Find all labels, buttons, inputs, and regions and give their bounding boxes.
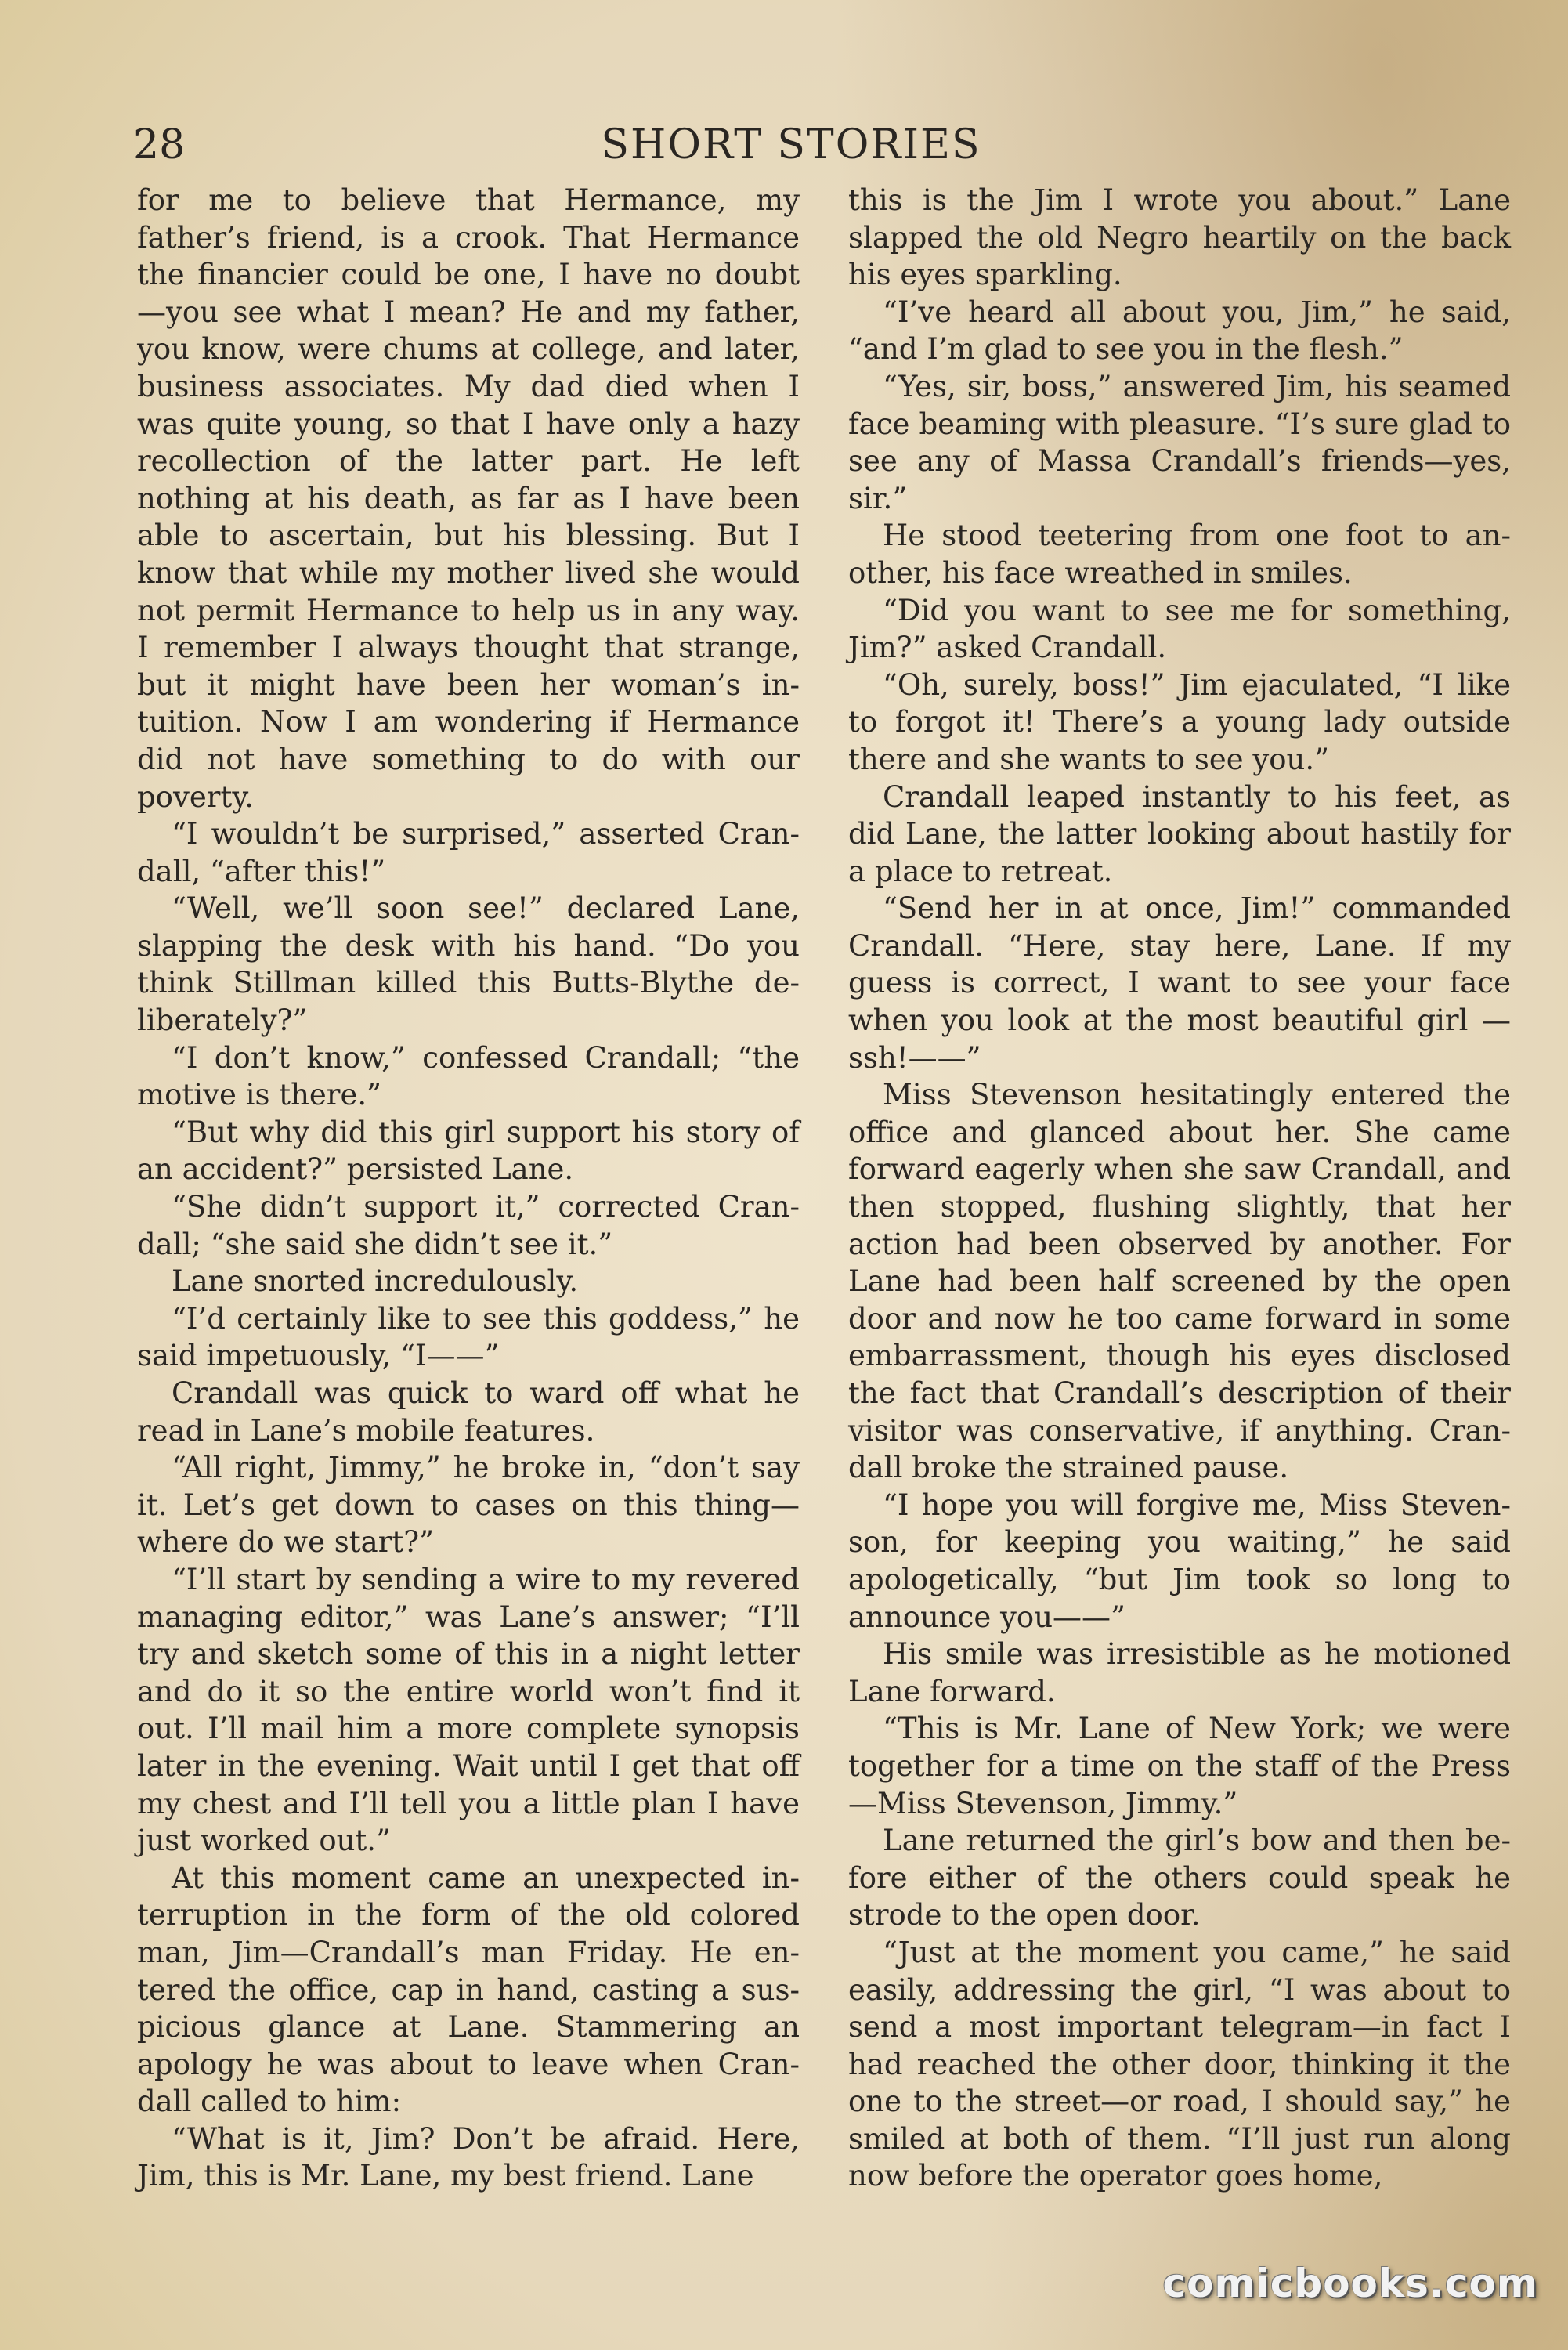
- paragraph: “Well, we’ll soon see!” declared Lane, slapping the desk with his hand. “Do you think Stillman killed this Butts-Blythe deliberately?”: [137, 891, 800, 1038]
- paragraph: “This is Mr. Lane of New York; we were together for a time on the staff of the Press —Miss Stevenson, Jimmy.”: [848, 1712, 1511, 1820]
- paragraph: Crandall leaped instantly to his feet, as did Lane, the latter looking about hastily for a place to retreat.: [848, 779, 1511, 888]
- paragraph: “I’d certainly like to see this goddess,” he said impetuously, “I——”: [137, 1301, 800, 1373]
- right-column: [848, 182, 1511, 2195]
- left-column: [137, 182, 800, 2195]
- paragraph: “I wouldn’t be surprised,” asserted Crandall, “after this!”: [137, 817, 800, 888]
- paragraph: His smile was irresistible as he motioned Lane forward.: [848, 1637, 1511, 1708]
- paragraph: He stood teetering from one foot to another, his face wreathed in smiles.: [848, 519, 1511, 590]
- paragraph: “I’ve heard all about you, Jim,” he said, “and I’m glad to see you in the flesh.”: [848, 295, 1511, 367]
- paragraph: “Yes, sir, boss,” answered Jim, his seamed face beaming with pleasure. “I’s sure glad to see any of Massa Crandall’s friends—yes, sir.”: [848, 369, 1511, 515]
- paragraph: “But why did this girl support his story of an accident?” persisted Lane.: [137, 1115, 800, 1187]
- paragraph: Miss Stevenson hesitatingly entered the office and glanced about her. She came forward eagerly when she saw Crandall, and then stopped, flushing slightly, that her action had been observed by another. For Lane had been half screened by the open door and now he too came forward in some embarrassment, though his eyes disclosed the fact that Crandall’s description of their visitor was conservative, if anything. Crandall broke the strained pause.: [848, 1078, 1511, 1485]
- paragraph: “I don’t know,” confessed Crandall; “the motive is there.”: [137, 1040, 800, 1112]
- paragraph: Lane returned the girl’s bow and then before either of the others could speak he strode to the open door.: [848, 1824, 1511, 1932]
- paragraph: Crandall was quick to ward off what he read in Lane’s mobile features.: [137, 1376, 800, 1448]
- paragraph: this is the Jim I wrote you about.” Lane slapped the old Negro heartily on the back his eyes sparkling.: [848, 183, 1511, 292]
- page-header: [133, 118, 1449, 172]
- paragraph: “Oh, surely, boss!” Jim ejaculated, “I like to forgot it! There’s a young lady outside there and she wants to see you.”: [848, 667, 1511, 776]
- paragraph: At this moment came an unexpected interruption in the form of the old colored man, Jim—Crandall’s man Friday. He entered the office, cap in hand, casting a suspicious glance at Lane. Stammering an apology he was about to leave when Crandall called to him:: [137, 1860, 800, 2119]
- watermark-logo: comicbooks.com: [1162, 2261, 1538, 2306]
- paragraph: “Just at the moment you came,” he said easily, addressing the girl, “I was about to send a most important telegram—in fact I had reached the other door, thinking it the one to the street—or road, I should say,” he smiled at both of them. “I’ll just run along now before the operator goes home,: [848, 1935, 1511, 2193]
- paragraph: for me to believe that Hermance, my father’s friend, is a crook. That Hermance the financier could be one, I have no doubt —you see what I mean? He and my father, you know, were chums at college, and later, business associates. My dad died when I was quite young, so that I have only a hazy recollection of the latter part. He left nothing at his death, as far as I have been able to ascertain, but his blessing. But I know that while my mother lived she would not permit Hermance to help us in any way. I remember I always thought that strange, but it might have been her woman’s intuition. Now I am wondering if Hermance did not have something to do with our poverty.: [137, 183, 800, 814]
- paragraph: “Send her in at once, Jim!” commanded Crandall. “Here, stay here, Lane. If my guess is correct, I want to see your face when you look at the most beautiful girl —ssh!——”: [848, 891, 1511, 1075]
- running-head: SHORT STORIES: [601, 121, 981, 168]
- paragraph: Lane snorted incredulously.: [172, 1264, 579, 1299]
- paragraph: “What is it, Jim? Don’t be afraid. Here, Jim, this is Mr. Lane, my best friend. Lane: [137, 2121, 800, 2193]
- paragraph: “I’ll start by sending a wire to my revered managing editor,” was Lane’s answer; “I’ll try and sketch some of this in a night letter and do it so the entire world won’t find it out. I’ll mail him a more complete synopsis later in the evening. Wait until I get that off my chest and I’ll tell you a little plan I have just worked out.”: [137, 1562, 800, 1858]
- page-number: 28: [133, 121, 186, 168]
- paragraph: “I hope you will forgive me, Miss Stevenson, for keeping you waiting,” he said apologetically, “but Jim took so long to announce you——”: [848, 1488, 1511, 1634]
- paragraph: “Did you want to see me for something, Jim?” asked Crandall.: [848, 593, 1511, 665]
- paragraph: “All right, Jimmy,” he broke in, “don’t say it. Let’s get down to cases on this thing—where do we start?”: [137, 1451, 800, 1560]
- paragraph: “She didn’t support it,” corrected Crandall; “she said she didn’t see it.”: [137, 1190, 800, 1261]
